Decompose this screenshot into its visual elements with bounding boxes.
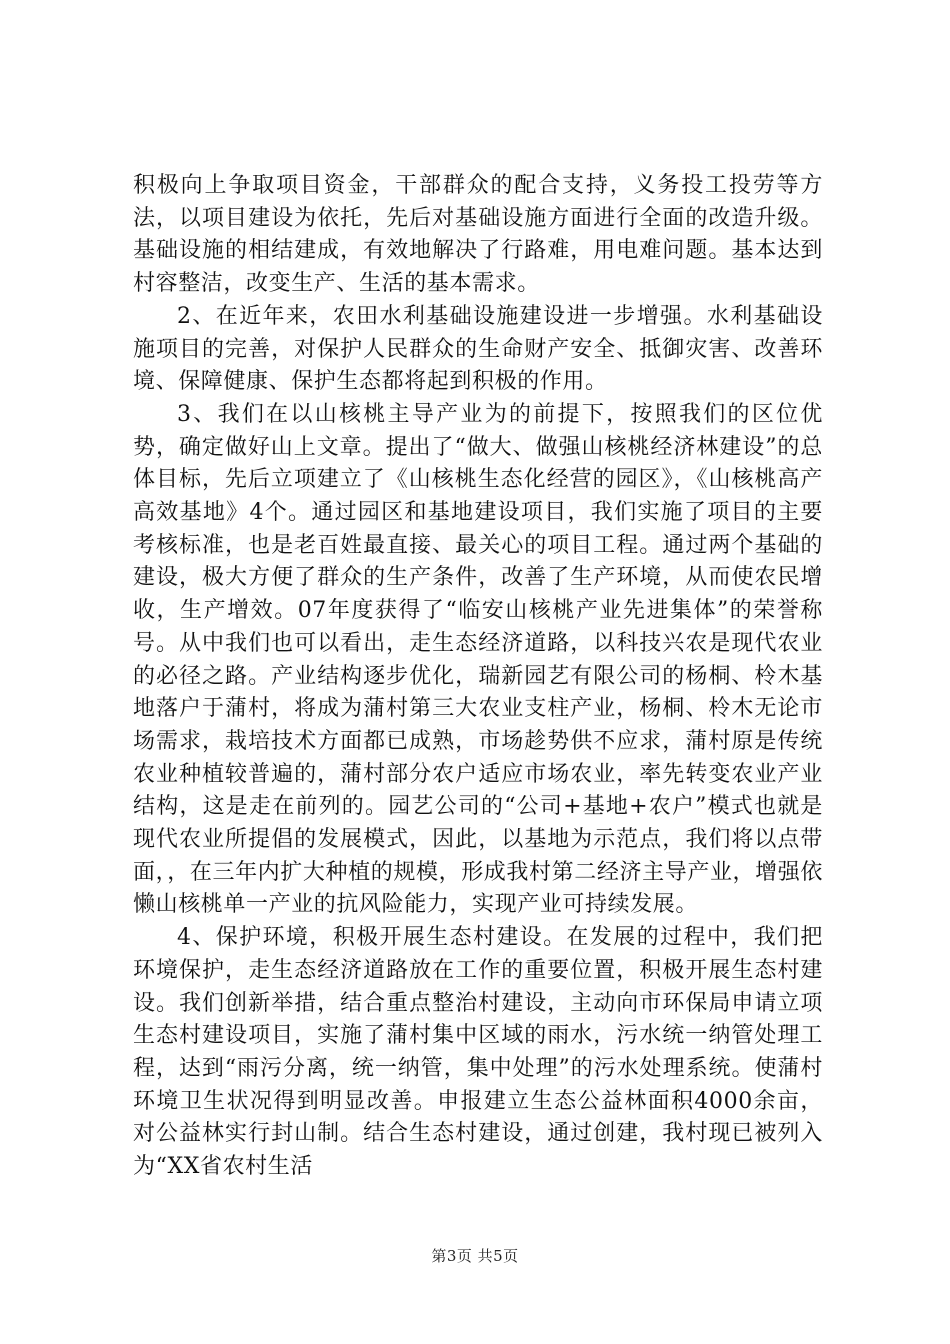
paragraph-3: 3、我们在以山核桃主导产业为的前提下，按照我们的区位优势，确定做好山上文章。提出了“做大、做强山核桃经济林建设”的总体目标，先后立项建立了《山核桃生态化经营的园区》，《山核桃高产高效基地》4个。通过园区和基地建设项目，我们实施了项目的主要考核标准，也是老百姓最直接、最关心的项目工程。通过两个基础的建设，极大方便了群众的生产条件，改善了生产环境，从而使农民增收，生产增效。07年度获得了“临安山核桃产业先进集体”的荣誉称号。从中我们也可以看出，走生态经济道路，以科技兴农是现代农业的必径之路。产业结构逐步优化，瑞新园艺有限公司的杨桐、柃木基地落户于蒲村，将成为蒲村第三大农业支柱产业，杨桐、柃木无论市场需求，栽培技术方面都已成熟，市场趁势供不应求，蒲村原是传统农业种植较普遍的，蒲村部分农户适应市场农业，率先转变农业产业结构，这是走在前列的。园艺公司的“公司+基地+农户”模式也就是现代农业所提倡的发展模式，因此，以基地为示范点，我们将以点带面，，在三年内扩大种植的规模，形成我村第二经济主导产业，增强依懒山核桃单一产业的抗风险能力，实现产业可持续发展。 bbox=[133, 401, 823, 918]
paragraph-2: 2、在近年来，农田水利基础设施建设进一步增强。水利基础设施项目的完善，对保护人民群众的生命财产安全、抵御灾害、改善环境、保障健康、保护生态都将起到积极的作用。 bbox=[133, 303, 823, 395]
paragraph-4: 4、保护环境，积极开展生态村建设。在发展的过程中，我们把环境保护，走生态经济道路放在工作的重要位置，积极开展生态村建设。我们创新举措，结合重点整治村建设，主动向市环保局申请立项生态村建设项目，实施了蒲村集中区域的雨水，污水统一纳管处理工程，达到“雨污分离，统一纳管，集中处理”的污水处理系统。使蒲村环境卫生状况得到明显改善。申报建立生态公益林面积4000余亩，对公益林实行封山制。结合生态村建设，通过创建，我村现已被列入为“XX省农村生活 bbox=[133, 925, 823, 1180]
document-body bbox=[133, 170, 823, 1184]
page-number: 第3页 共5页 bbox=[431, 1247, 519, 1265]
paragraph-1: 积极向上争取项目资金，干部群众的配合支持，义务投工投劳等方法，以项目建设为依托，先后对基础设施方面进行全面的改造升级。基础设施的相结建成，有效地解决了行路难，用电难问题。基本达到村容整洁，改变生产、生活的基本需求。 bbox=[133, 173, 823, 297]
